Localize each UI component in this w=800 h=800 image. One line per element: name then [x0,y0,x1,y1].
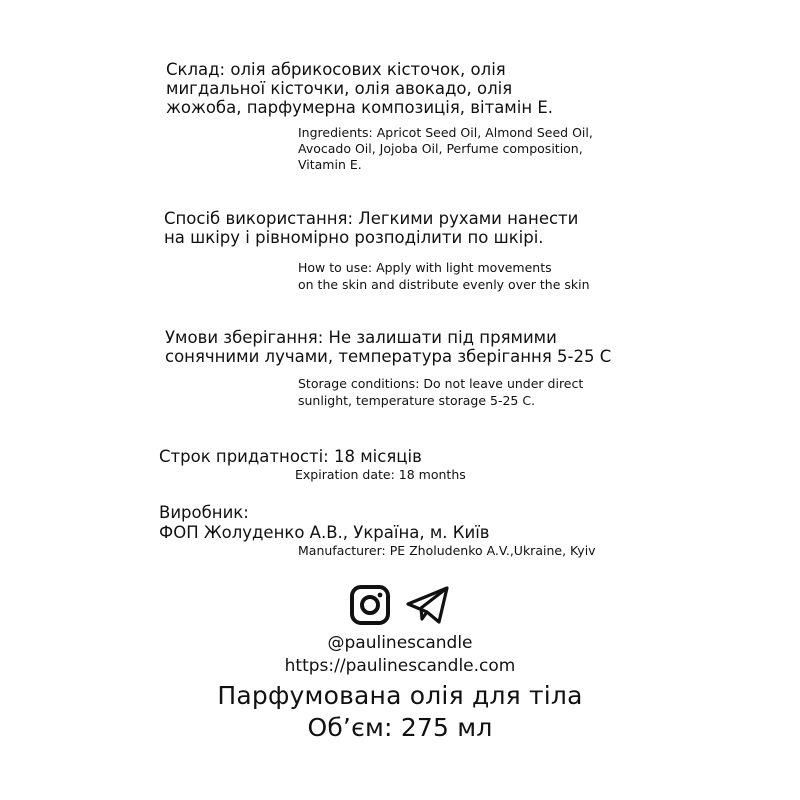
instagram-icon[interactable] [349,584,391,626]
product-name: Парфумована олія для тіла [217,681,583,710]
website-link[interactable]: https://paulinescandle.com [284,656,516,676]
usage-ua-line: Спосіб використання: Легкими рухами нанести [164,209,579,228]
composition-ua [166,60,553,117]
expiration-en: Expiration date: 18 months [295,467,466,482]
storage-en [298,375,583,409]
usage-en-line: How to use: Apply with light movements [298,260,552,275]
expiration-ua: Строк придатності: 18 місяців [159,447,422,466]
usage-en [298,259,590,293]
manufacturer-ua-line: Виробник: [159,503,249,522]
composition-en-line: Vitamin E. [298,157,362,172]
composition-ua-line: Склад: олія абрикосових кісточок, олія [166,60,506,79]
composition-en-line: Ingredients: Apricot Seed Oil, Almond Seed Oil, [298,125,593,140]
manufacturer-ua-line: ФОП Жолуденко А.В., Україна, м. Київ [159,523,490,542]
composition-en-line: Avocado Oil, Jojoba Oil, Perfume composition, [298,141,583,156]
manufacturer-ua [159,503,490,543]
telegram-icon[interactable] [405,584,451,626]
social-icons [0,584,800,626]
usage-ua [164,209,578,247]
usage-en-line: on the skin and distribute evenly over the skin [298,277,590,292]
storage-ua [165,328,611,366]
instagram-handle[interactable]: @paulinescandle [327,633,473,653]
composition-en [298,125,593,173]
storage-en-line: Storage conditions: Do not leave under direct [298,376,584,391]
composition-ua-line: мигдальної кісточки, олія авокадо, олія [166,79,513,98]
manufacturer-en: Manufacturer: PE Zholudenko A.V.,Ukraine, Kyiv [298,543,596,558]
storage-ua-line: Умови зберігання: Не залишати під прямими [165,328,557,347]
composition-ua-line: жожоба, парфумерна композиція, вітамін Е. [166,98,554,117]
storage-ua-line: сонячними лучами, температура зберігання 5-25 С [165,347,612,366]
usage-ua-line: на шкіру і рівномірно розподілити по шкірі. [164,228,544,247]
storage-en-line: sunlight, temperature storage 5-25 C. [298,393,536,408]
product-volume: Об’єм: 275 мл [307,713,493,742]
